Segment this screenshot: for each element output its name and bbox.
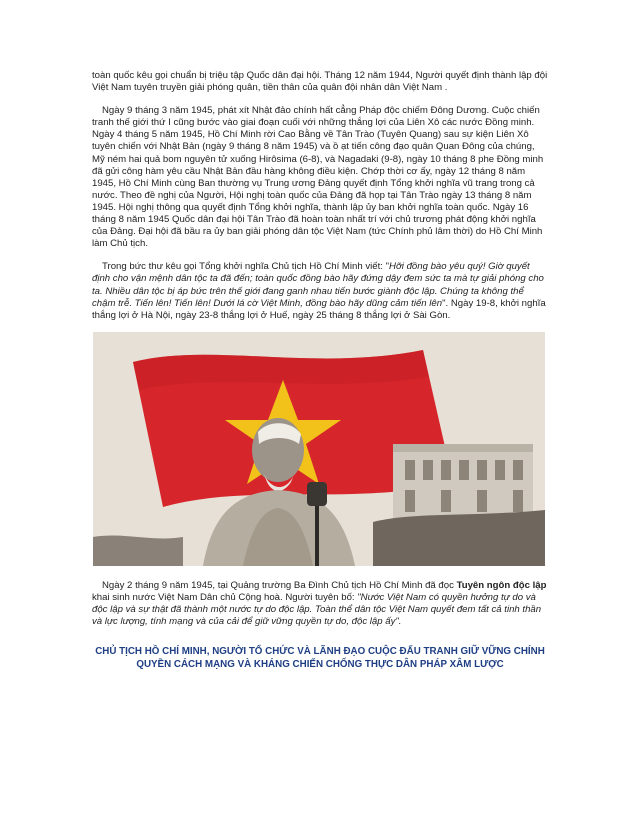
document-page	[92, 70, 548, 671]
paragraph-4-bold: Tuyên ngôn độc lập	[456, 579, 547, 591]
paragraph-3-intro: Trong bức thư kêu gọi Tổng khởi nghĩa Chủ tịch Hồ Chí Minh viết: "	[102, 261, 390, 273]
portrait-photo-icon	[93, 332, 545, 566]
paragraph-3	[92, 261, 548, 321]
portrait-photo	[93, 332, 545, 566]
paragraph-2: Ngày 9 tháng 3 năm 1945, phát xít Nhật đảo chính hất cẳng Pháp độc chiếm Đông Dương. Cuộc chiến tranh thế giới thứ I cũng bước vào giai đoạn cuối với những thắng lợi của Liên Xô các nước Đồng minh. Ngày 4 tháng 5 năm 1945, Hồ Chí Minh rời Cao Bằng về Tân Trào (Tuyên Quang) sau sự kiện Liên Xô tuyên chiến với Nhật Bản (ngày 9 tháng 8 năm 1945) và ồ ạt tiến công đạo quân Quan Đông của chúng, Mỹ ném hai quả bom nguyên tử xuống Hirôsima (6-8), và Nagadaki (9-8), ngày 10 tháng 8 phe Đồng minh đã gửi công hàm yêu cầu Nhật Bản đầu hàng không điều kiện. Chớp thời cơ ấy, ngày 12 tháng 8 năm 1945, Hồ Chí Minh cùng Ban thường vụ Trung ương Đảng quyết định Tổng khởi nghĩa vũ trang trong cả nước. Theo đề nghị của Người, Hội nghị toàn quốc của Đảng đã họp tại Tân Trào ngày 13 tháng 8 năm 1945. Hội nghị thông qua quyết định Tổng khởi nghĩa, thành lập ủy ban khởi nghĩa toàn quốc. Ngày 16 tháng 8 năm 1945 Quốc dân đại hội Tân Trào đã hoàn toàn nhất trí với chủ trương phát động khởi nghĩa của Đảng. Đại hội đã bầu ra ủy ban giải phóng dân tộc Việt Nam (tức Chính phủ lâm thời) do Hồ Chí Minh làm Chủ tịch.	[92, 105, 544, 250]
paragraph-3-outro: ". Ngày 19-8, khởi nghĩa thắng lợi ở Hà Nội, ngày 23-8 thắng lợi ở Huế, ngày 25 tháng 8 thắng lợi ở Sài Gòn.	[92, 297, 546, 321]
paragraph-4-intro: Ngày 2 tháng 9 năm 1945, tại Quảng trường Ba Đình Chủ tịch Hồ Chí Minh đã đọc	[102, 579, 457, 591]
paragraph-4-mid: khai sinh nước Việt Nam Dân chủ Cộng hoà. Người tuyên bố:	[92, 591, 358, 603]
paragraph-3-quote: Hỡi đồng bào yêu quý! Giờ quyết định cho vận mệnh dân tộc ta đã đến; toàn quốc đồng bào hãy đứng dậy đem sức ta mà tự giải phóng cho ta. Nhiều dân tộc bị áp bức trên thế giới đang ganh nhau tiến bước giành độc lập. Chúng ta không thể chậm trễ. Tiến lên! Tiến lên! Dưới lá cờ Việt Minh, đồng bào hãy dũng cảm tiến lên	[92, 261, 544, 309]
paragraph-4-quote: "Nước Việt Nam có quyền hưởng tự do và độc lập và sự thật đã thành một nước tự do độc lập. Toàn thể dân tộc Việt Nam quyết đem tất cả tinh thần và lực lượng, tính mạng và của cải để giữ vững quyền tự do, độc lập ấy".	[92, 591, 542, 628]
section-heading: CHỦ TỊCH HỒ CHÍ MINH, NGƯỜI TỔ CHỨC VÀ LÃNH ĐẠO CUỘC ĐẤU TRANH GIỮ VỮNG CHÍNH QUYỀN CÁCH MẠNG VÀ KHÁNG CHIẾN CHỐNG THỰC DÂN PHÁP XÂM LƯỢC	[95, 646, 545, 670]
paragraph-1: toàn quốc kêu gọi chuẩn bị triệu tập Quốc dân đại hội. Tháng 12 năm 1944, Người quyết định thành lập đội Việt Nam tuyên truyền giải phóng quân, tiền thân của quân đội nhân dân Việt Nam .	[92, 70, 548, 94]
paragraph-4	[92, 580, 548, 628]
